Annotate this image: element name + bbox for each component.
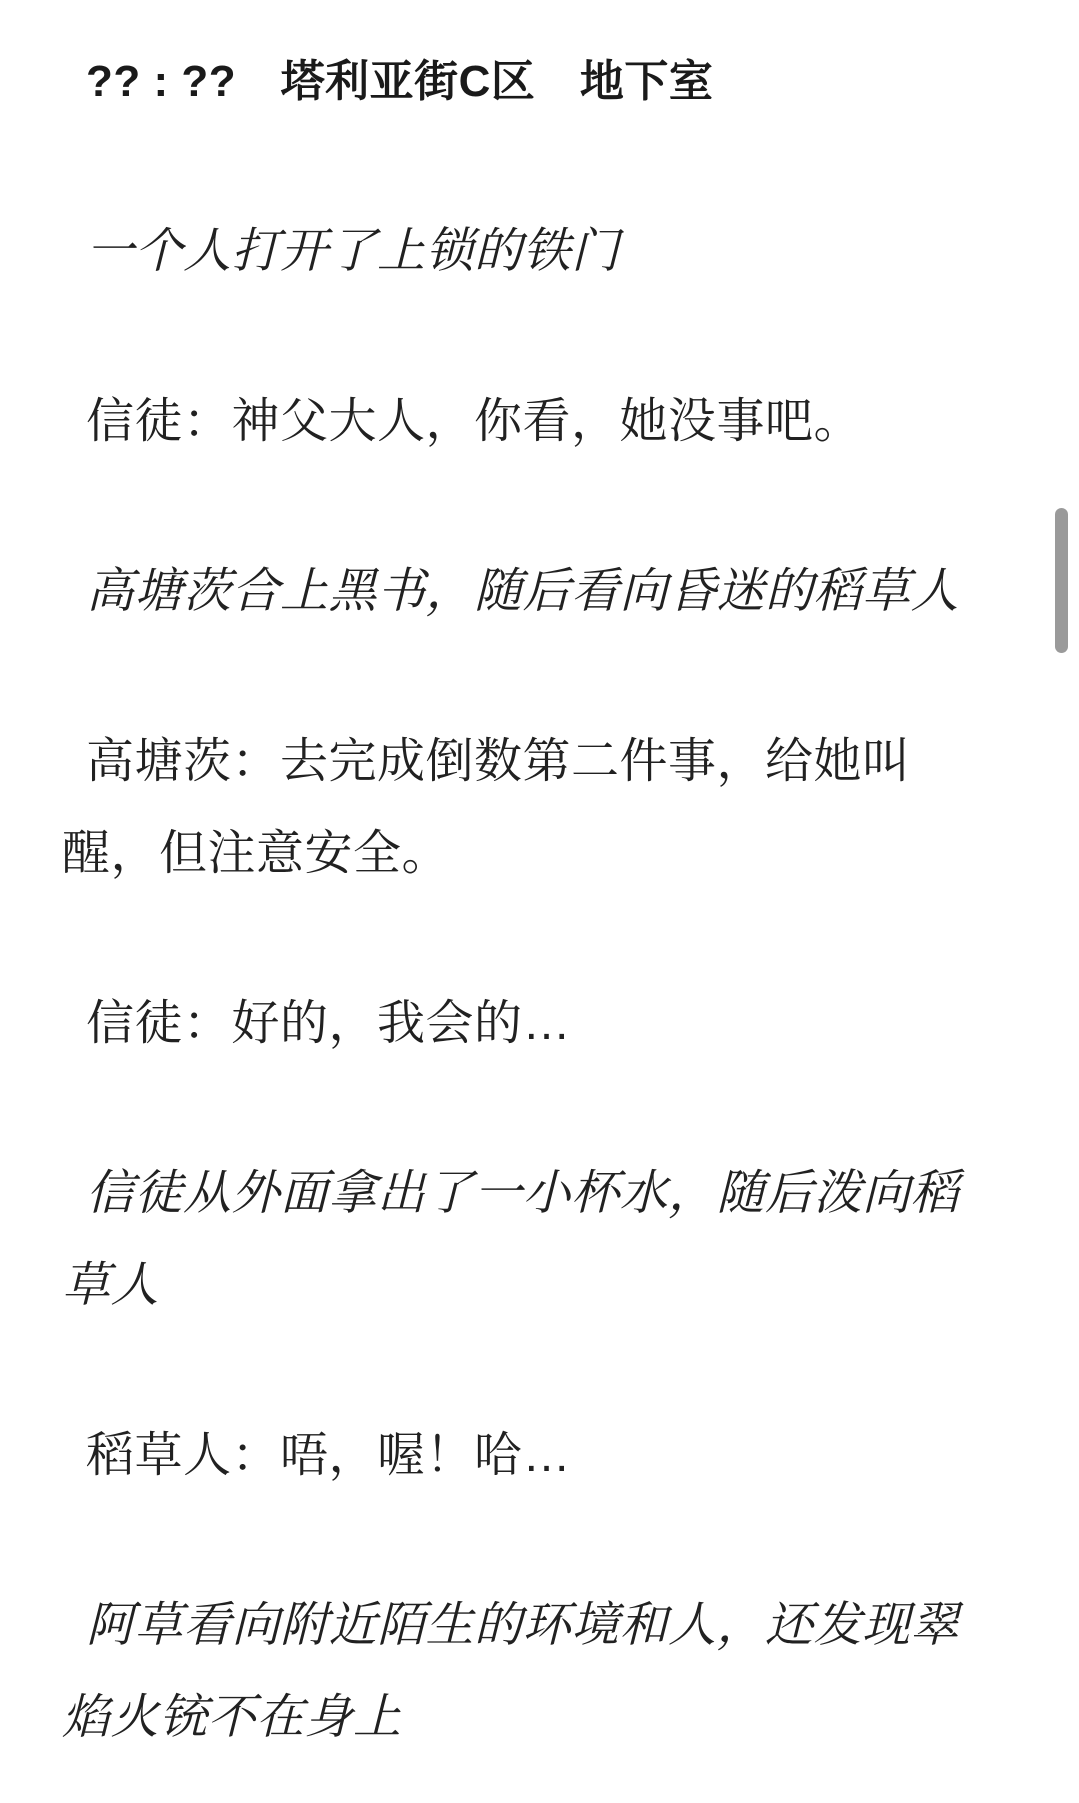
paragraph-dialogue: 信徒：神父大人，你看，她没事吧。 <box>86 395 863 448</box>
paragraph-dialogue: 高塘茨：去完成倒数第二件事，给她叫醒，但注意安全。 <box>62 735 911 880</box>
paragraph-dialogue: 稻草人：唔，喔！哈… <box>86 1429 572 1482</box>
paragraph-scene-heading: ?? : ?? 塔利亚街C区 地下室 <box>86 57 714 106</box>
paragraph-action: 信徒从外面拿出了一小杯水，随后泼向稻草人 <box>62 1167 960 1312</box>
paragraph-action: 高塘茨合上黑书，随后看向昏迷的稻草人 <box>86 565 960 618</box>
paragraph-dialogue: 信徒：好的，我会的… <box>86 997 572 1050</box>
paragraph-action: 阿草看向附近陌生的环境和人，还发现翠焰火铳不在身上 <box>62 1599 960 1744</box>
scrollbar-track <box>1055 0 1079 1803</box>
scrollbar-thumb[interactable] <box>1055 508 1068 653</box>
paragraph-action: 一个人打开了上锁的铁门 <box>86 225 620 278</box>
